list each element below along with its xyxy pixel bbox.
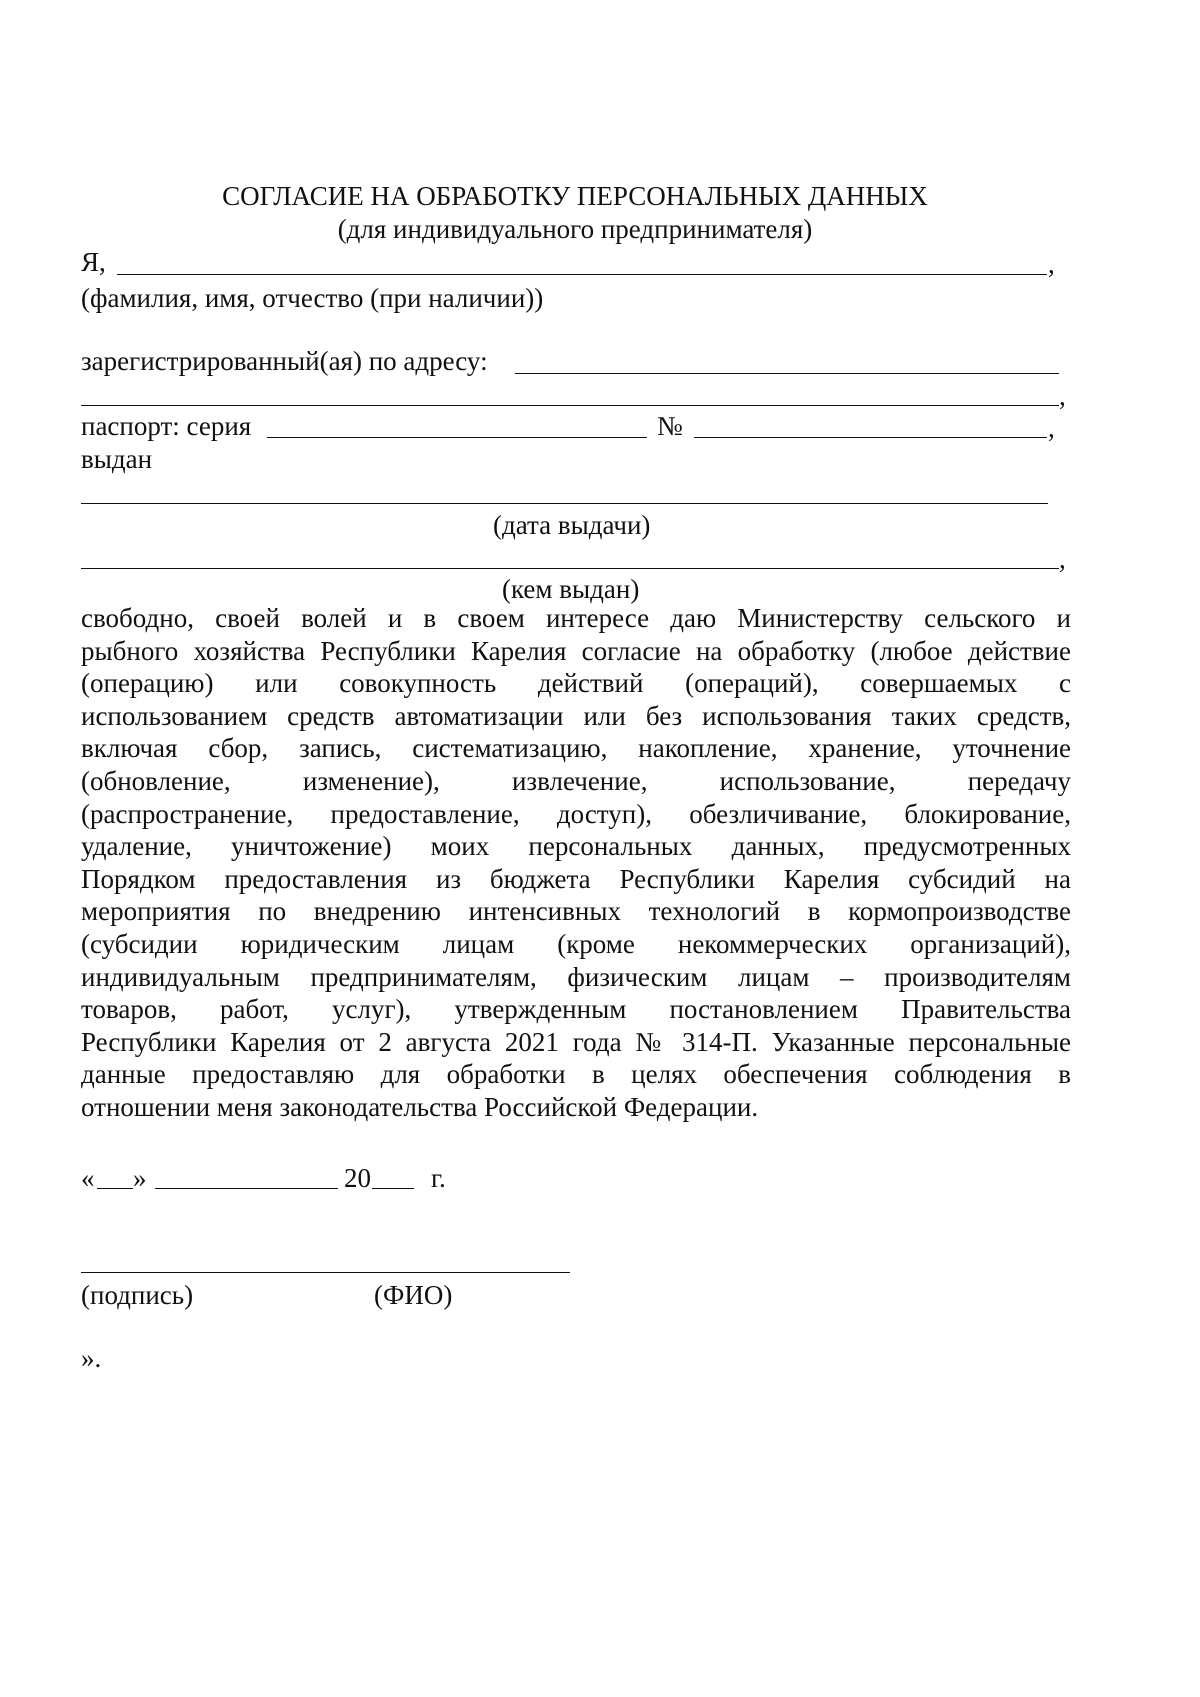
consent-line: Порядком предоставления из бюджета Республики Карелия субсидий на [81, 863, 1071, 894]
consent-line: использованием средств автоматизации или без использования таких средств, [81, 700, 1071, 731]
document-title: СОГЛАСИЕ НА ОБРАБОТКУ ПЕРСОНАЛЬНЫХ ДАННЫХ [222, 181, 928, 211]
year-input-line[interactable] [372, 1188, 414, 1189]
consent-line: (обновление, изменение), извлечение, использование, передачу [81, 765, 1071, 796]
consent-line: Республики Карелия от 2 августа 2021 года № 314-П. Указанные персональные [81, 1026, 1071, 1057]
month-input-line[interactable] [155, 1188, 338, 1189]
consent-line: мероприятия по внедрению интенсивных технологий в кормопроизводстве [81, 896, 1071, 927]
passport-comma: , [1048, 413, 1055, 443]
consent-line: (распространение, предоставление, доступ), обезличивание, блокирование, [81, 798, 1071, 829]
passport-series-input-line[interactable] [267, 437, 647, 438]
address-input-line-1[interactable] [515, 373, 1059, 374]
issued-by-input-line[interactable] [81, 568, 1059, 569]
consent-line: данные предоставляю для обработки в целях обеспечения соблюдения в [81, 1059, 1071, 1090]
day-input-line[interactable] [97, 1188, 133, 1189]
fio-caption: (фамилия, имя, отчество (при наличии)) [81, 283, 544, 313]
passport-number-label: № [657, 411, 683, 441]
issued-by-comma: , [1059, 544, 1066, 574]
fio-comma: , [1048, 249, 1055, 279]
signature-caption: (подпись) [81, 1280, 194, 1310]
consent-line: (операцию) или совокупность действий (операций), совершаемых с [81, 668, 1071, 699]
consent-line: свободно, своей волей и в своем интересе даю Министерству сельского и [81, 603, 1071, 633]
document-subtitle: (для индивидуального предпринимателя) [337, 214, 813, 244]
consent-line: (субсидии юридическим лицам (кроме некоммерческих организаций), [81, 928, 1071, 959]
address-comma: , [1059, 381, 1066, 411]
consent-line: удаление, уничтожение) моих персональных данных, предусмотренных [81, 831, 1071, 862]
address-input-line-2[interactable] [81, 405, 1059, 406]
issued-label: выдан [81, 444, 153, 474]
issued-by-caption: (кем выдан) [502, 574, 640, 604]
i-label: Я, [81, 247, 106, 277]
fio-input-line[interactable] [117, 274, 1047, 275]
closing-quote: ». [81, 1343, 102, 1373]
consent-line: включая сбор, запись, систематизацию, накопление, хранение, уточнение [81, 733, 1071, 764]
date-close-quote: » [133, 1163, 147, 1193]
consent-paragraph [81, 602, 1071, 1124]
passport-series-label: паспорт: серия [81, 411, 252, 441]
issue-date-input-line[interactable] [81, 503, 1048, 504]
date-year-suffix: г. [431, 1163, 446, 1193]
passport-number-input-line[interactable] [694, 437, 1047, 438]
consent-line: товаров, работ, услуг), утвержденным постановлением Правительства [81, 994, 1071, 1025]
address-label: зарегистрированный(ая) по адресу: [81, 346, 488, 376]
date-century: 20 [344, 1163, 371, 1193]
signature-fio-caption: (ФИО) [374, 1280, 453, 1310]
issue-date-caption: (дата выдачи) [493, 510, 651, 540]
signature-input-line[interactable] [81, 1272, 570, 1273]
consent-line: рыбного хозяйства Республики Карелия согласие на обработку (любое действие [81, 635, 1071, 666]
consent-line: индивидуальным предпринимателям, физическим лицам – производителям [81, 961, 1071, 992]
consent-line: отношении меня законодательства Российской Федерации. [81, 1091, 759, 1122]
date-open-quote: « [81, 1163, 95, 1193]
